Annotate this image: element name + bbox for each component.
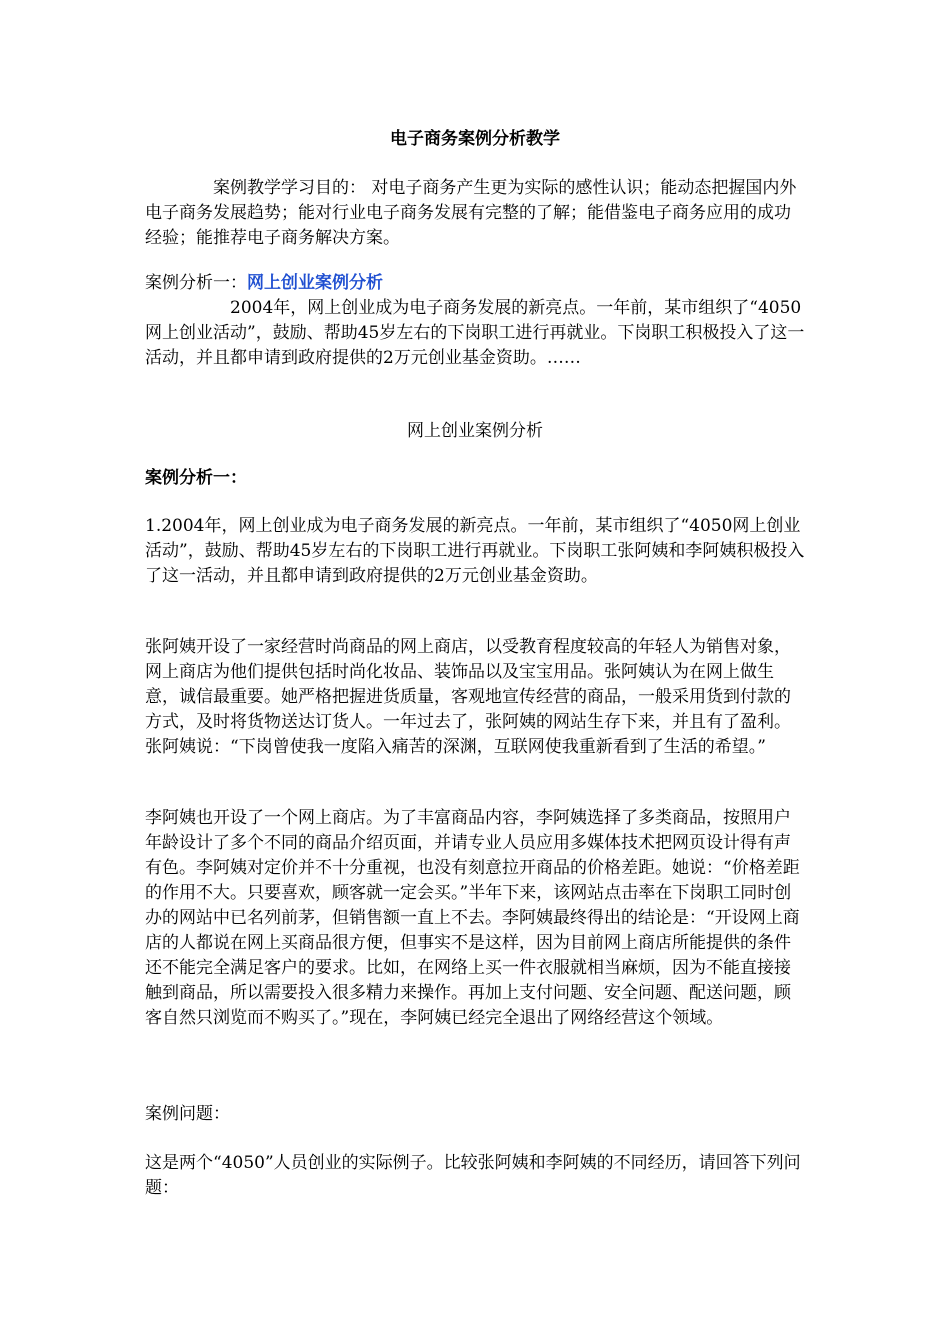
- document-title: 电子商务案例分析教学: [390, 129, 560, 149]
- section-subtitle: 网上创业案例分析: [407, 421, 543, 441]
- case-link[interactable]: 网上创业案例分析: [247, 273, 383, 293]
- question-label: 案例问题：: [145, 1104, 230, 1124]
- paragraph-2: 张阿姨开设了一家经营时尚商品的网上商店，以受教育程度较高的年轻人为销售对象，网上商店为他们提供包括时尚化妆品、装饰品以及宝宝用品。张阿姨认为在网上做生意，诚信最重要。她严格把握进货质量，客观地宣传经营的商品，一般采用货到付款的方式，及时将货物送达订货人。一年过去了，张阿姨的网站生存下来，并且有了盈利。张阿姨说：“下岗曾使我一度陷入痛苦的深渊，互联网使我重新看到了生活的希望。”: [145, 637, 791, 757]
- paragraph-3: 李阿姨也开设了一个网上商店。为了丰富商品内容，李阿姨选择了多类商品，按照用户年龄设计了多个不同的商品介绍页面，并请专业人员应用多媒体技术把网页设计得有声有色。李阿姨对定价并不十分重视，也没有刻意拉开商品的价格差距。她说：“价格差距的作用不大。只要喜欢，顾客就一定会买。”半年下来，该网站点击率在下岗职工同时创办的网站中已名列前茅，但销售额一直上不去。李阿姨最终得出的结论是：“开设网上商店的人都说在网上买商品很方便，但事实不是这样，因为目前网上商店所能提供的条件还不能完全满足客户的要求。比如，在网络上买一件衣服就相当麻烦，因为不能直接接触到商品，所以需要投入很多精力来操作。再加上支付问题、安全问题、配送问题，顾客自然只浏览而不购买了。”现在，李阿姨已经完全退出了网络经营这个领域。: [145, 808, 800, 1028]
- paragraph-1: 1.2004年，网上创业成为电子商务发展的新亮点。一年前，某市组织了“4050网上创业活动”，鼓励、帮助45岁左右的下岗职工进行再就业。下岗职工张阿姨和李阿姨积极投入了这一活动，并且都申请到政府提供的2万元创业基金资助。: [145, 516, 805, 586]
- case-heading-line: [145, 271, 383, 296]
- question-text: 这是两个“4050”人员创业的实际例子。比较张阿姨和李阿姨的不同经历，请回答下列问题：: [145, 1153, 801, 1198]
- case-summary: 2004年，网上创业成为电子商务发展的新亮点。一年前，某市组织了“4050网上创业活动”，鼓励、帮助45岁左右的下岗职工进行再就业。下岗职工积极投入了这一活动，并且都申请到政府提供的2万元创业基金资助。……: [145, 298, 805, 368]
- case-heading: 案例分析一：: [145, 468, 247, 488]
- case-label: 案例分析一：: [145, 273, 247, 293]
- intro-paragraph: 案例教学学习目的： 对电子商务产生更为实际的感性认识；能动态把握国内外电子商务发展趋势；能对行业电子商务发展有完整的了解；能借鉴电子商务应用的成功经验；能推荐电子商务解决方案。: [145, 178, 797, 248]
